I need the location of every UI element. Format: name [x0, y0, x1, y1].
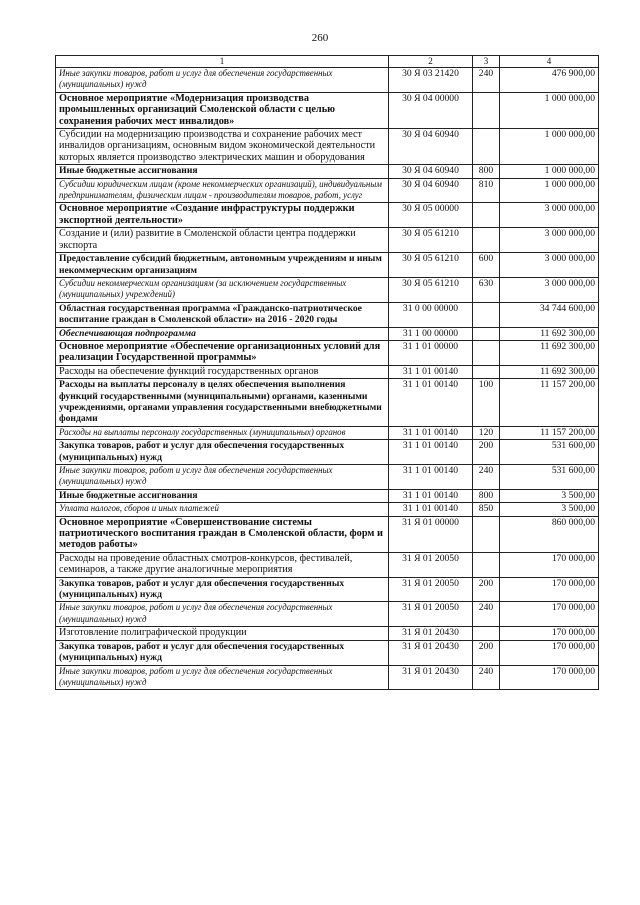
row-name-cell: Основное мероприятие «Обеспечение организационных условий для реализации Государственной программы»: [56, 340, 389, 365]
row-code-cell: 30 Я 05 61210: [389, 228, 473, 253]
row-code-cell: 31 Я 01 20050: [389, 552, 473, 577]
row-name-cell: Закупка товаров, работ и услуг для обеспечения государственных (муниципальных) нужд: [56, 440, 389, 465]
row-sum-cell: 1 000 000,00: [500, 129, 599, 165]
row-sum-cell: 11 692 300,00: [500, 365, 599, 378]
row-sum-cell: 3 000 000,00: [500, 277, 599, 302]
table-row: [56, 627, 599, 640]
row-sum-cell: 3 000 000,00: [500, 203, 599, 228]
row-vr-cell: [473, 203, 500, 228]
table-row: [56, 602, 599, 627]
row-sum-cell: 11 157 200,00: [500, 379, 599, 427]
table-row: [56, 577, 599, 602]
row-code-cell: 31 Я 01 20430: [389, 640, 473, 665]
row-sum-cell: 860 000,00: [500, 516, 599, 552]
table-row: [56, 665, 599, 690]
row-vr-cell: 200: [473, 440, 500, 465]
table-body: [56, 68, 599, 690]
table-row: [56, 228, 599, 253]
row-name-cell: Иные закупки товаров, работ и услуг для обеспечения государственных (муниципальных) нужд: [56, 68, 389, 93]
row-vr-cell: 800: [473, 165, 500, 178]
table-row: [56, 552, 599, 577]
row-vr-cell: 240: [473, 465, 500, 490]
row-vr-cell: [473, 327, 500, 340]
row-code-cell: 31 Я 01 20050: [389, 577, 473, 602]
row-name-cell: Расходы на обеспечение функций государственных органов: [56, 365, 389, 378]
table-row: [56, 379, 599, 427]
row-name-cell: Предоставление субсидий бюджетным, автономным учреждениям и иным некоммерческим организациям: [56, 253, 389, 278]
row-sum-cell: 3 000 000,00: [500, 228, 599, 253]
table-row: [56, 68, 599, 93]
table-row: [56, 129, 599, 165]
table-row: [56, 489, 599, 502]
row-sum-cell: 476 900,00: [500, 68, 599, 93]
row-vr-cell: [473, 516, 500, 552]
table-row: [56, 302, 599, 327]
row-sum-cell: 3 500,00: [500, 503, 599, 516]
row-vr-cell: [473, 228, 500, 253]
table-row: [56, 340, 599, 365]
row-sum-cell: 531 600,00: [500, 440, 599, 465]
row-code-cell: 31 1 01 00000: [389, 340, 473, 365]
row-vr-cell: 850: [473, 503, 500, 516]
row-name-cell: Создание и (или) развитие в Смоленской области центра поддержки экспорта: [56, 228, 389, 253]
row-code-cell: 30 Я 04 00000: [389, 92, 473, 128]
row-code-cell: 31 1 01 00140: [389, 503, 473, 516]
row-code-cell: 30 Я 04 60940: [389, 178, 473, 203]
table-row: [56, 92, 599, 128]
table-row: [56, 440, 599, 465]
row-code-cell: 30 Я 05 00000: [389, 203, 473, 228]
table-row: [56, 178, 599, 203]
table-row: [56, 277, 599, 302]
table-row: [56, 253, 599, 278]
table-row: [56, 426, 599, 439]
row-vr-cell: [473, 627, 500, 640]
row-name-cell: Основное мероприятие «Создание инфраструктуры поддержки экспортной деятельности»: [56, 203, 389, 228]
budget-table: [55, 55, 599, 690]
row-name-cell: Иные бюджетные ассигнования: [56, 165, 389, 178]
row-code-cell: 30 Я 03 21420: [389, 68, 473, 93]
row-vr-cell: [473, 129, 500, 165]
row-code-cell: 31 1 01 00140: [389, 489, 473, 502]
row-name-cell: Расходы на проведение областных смотров-конкурсов, фестивалей, семинаров, а также другие аналогичные мероприятия: [56, 552, 389, 577]
row-code-cell: 31 1 00 00000: [389, 327, 473, 340]
row-sum-cell: 170 000,00: [500, 665, 599, 690]
row-name-cell: Закупка товаров, работ и услуг для обеспечения государственных (муниципальных) нужд: [56, 640, 389, 665]
row-vr-cell: [473, 552, 500, 577]
row-sum-cell: 3 500,00: [500, 489, 599, 502]
row-code-cell: 30 Я 04 60940: [389, 129, 473, 165]
header-col-4: 4: [500, 56, 599, 68]
header-col-3: 3: [473, 56, 500, 68]
row-name-cell: Иные закупки товаров, работ и услуг для обеспечения государственных (муниципальных) нужд: [56, 665, 389, 690]
row-name-cell: Обеспечивающая подпрограмма: [56, 327, 389, 340]
row-vr-cell: [473, 340, 500, 365]
row-name-cell: Субсидии юридическим лицам (кроме некоммерческих организаций), индивидуальным предпринимателям, физическим лицам - производителям товаров, работ, услуг: [56, 178, 389, 203]
header-col-1: 1: [56, 56, 389, 68]
row-vr-cell: 200: [473, 577, 500, 602]
row-code-cell: 31 1 01 00140: [389, 465, 473, 490]
row-sum-cell: 531 600,00: [500, 465, 599, 490]
row-sum-cell: 1 000 000,00: [500, 165, 599, 178]
row-name-cell: Уплата налогов, сборов и иных платежей: [56, 503, 389, 516]
row-code-cell: 30 Я 05 61210: [389, 253, 473, 278]
page-number: 260: [311, 32, 329, 44]
header-col-2: 2: [389, 56, 473, 68]
row-code-cell: 31 0 00 00000: [389, 302, 473, 327]
row-vr-cell: 240: [473, 68, 500, 93]
table-row: [56, 365, 599, 378]
row-code-cell: 31 1 01 00140: [389, 426, 473, 439]
row-vr-cell: 100: [473, 379, 500, 427]
row-name-cell: Основное мероприятие «Совершенствование системы патриотического воспитания граждан в Смоленской области, форм и методов работы»: [56, 516, 389, 552]
row-code-cell: 31 1 01 00140: [389, 440, 473, 465]
row-sum-cell: 3 000 000,00: [500, 253, 599, 278]
row-sum-cell: 170 000,00: [500, 627, 599, 640]
row-name-cell: Иные закупки товаров, работ и услуг для обеспечения государственных (муниципальных) нужд: [56, 465, 389, 490]
table-row: [56, 516, 599, 552]
row-sum-cell: 170 000,00: [500, 640, 599, 665]
row-name-cell: Иные бюджетные ассигнования: [56, 489, 389, 502]
row-sum-cell: 170 000,00: [500, 577, 599, 602]
row-code-cell: 30 Я 05 61210: [389, 277, 473, 302]
row-name-cell: Субсидии некоммерческим организациям (за исключением государственных (муниципальных) учреждений): [56, 277, 389, 302]
row-code-cell: 31 Я 01 00000: [389, 516, 473, 552]
row-sum-cell: 11 692 300,00: [500, 340, 599, 365]
table-row: [56, 165, 599, 178]
row-vr-cell: 240: [473, 602, 500, 627]
table-row: [56, 640, 599, 665]
row-name-cell: Расходы на выплаты персоналу в целях обеспечения выполнения функций государственными (муниципальными) органами, казенными учреждениями, органами управления государственными внебюджетными фондами: [56, 379, 389, 427]
table-row: [56, 203, 599, 228]
row-sum-cell: 1 000 000,00: [500, 92, 599, 128]
row-code-cell: 31 1 01 00140: [389, 379, 473, 427]
table-row: [56, 503, 599, 516]
row-name-cell: Субсидии на модернизацию производства и сохранение рабочих мест инвалидов организациям, основным видом экономической деятельности которых является производство электрических машин и оборудования: [56, 129, 389, 165]
row-sum-cell: 170 000,00: [500, 552, 599, 577]
table-row: [56, 465, 599, 490]
row-vr-cell: 240: [473, 665, 500, 690]
row-sum-cell: 11 692 300,00: [500, 327, 599, 340]
row-vr-cell: [473, 92, 500, 128]
row-code-cell: 31 1 01 00140: [389, 365, 473, 378]
row-name-cell: Расходы на выплаты персоналу государственных (муниципальных) органов: [56, 426, 389, 439]
row-name-cell: Изготовление полиграфической продукции: [56, 627, 389, 640]
row-code-cell: 31 Я 01 20430: [389, 627, 473, 640]
row-sum-cell: 1 000 000,00: [500, 178, 599, 203]
row-vr-cell: [473, 365, 500, 378]
header-row: [56, 56, 599, 68]
row-sum-cell: 34 744 600,00: [500, 302, 599, 327]
row-name-cell: Областная государственная программа «Гражданско-патриотическое воспитание граждан в Смоленской области» на 2016 - 2020 годы: [56, 302, 389, 327]
row-sum-cell: 170 000,00: [500, 602, 599, 627]
row-name-cell: Основное мероприятие «Модернизация производства промышленных организаций Смоленской области с целью сохранения рабочих мест инвалидов»: [56, 92, 389, 128]
row-code-cell: 31 Я 01 20430: [389, 665, 473, 690]
row-vr-cell: 600: [473, 253, 500, 278]
row-code-cell: 30 Я 04 60940: [389, 165, 473, 178]
row-vr-cell: [473, 302, 500, 327]
table-row: [56, 327, 599, 340]
row-sum-cell: 11 157 200,00: [500, 426, 599, 439]
row-vr-cell: 200: [473, 640, 500, 665]
row-name-cell: Закупка товаров, работ и услуг для обеспечения государственных (муниципальных) нужд: [56, 577, 389, 602]
row-name-cell: Иные закупки товаров, работ и услуг для обеспечения государственных (муниципальных) нужд: [56, 602, 389, 627]
row-vr-cell: 810: [473, 178, 500, 203]
row-vr-cell: 630: [473, 277, 500, 302]
row-code-cell: 31 Я 01 20050: [389, 602, 473, 627]
row-vr-cell: 800: [473, 489, 500, 502]
row-vr-cell: 120: [473, 426, 500, 439]
